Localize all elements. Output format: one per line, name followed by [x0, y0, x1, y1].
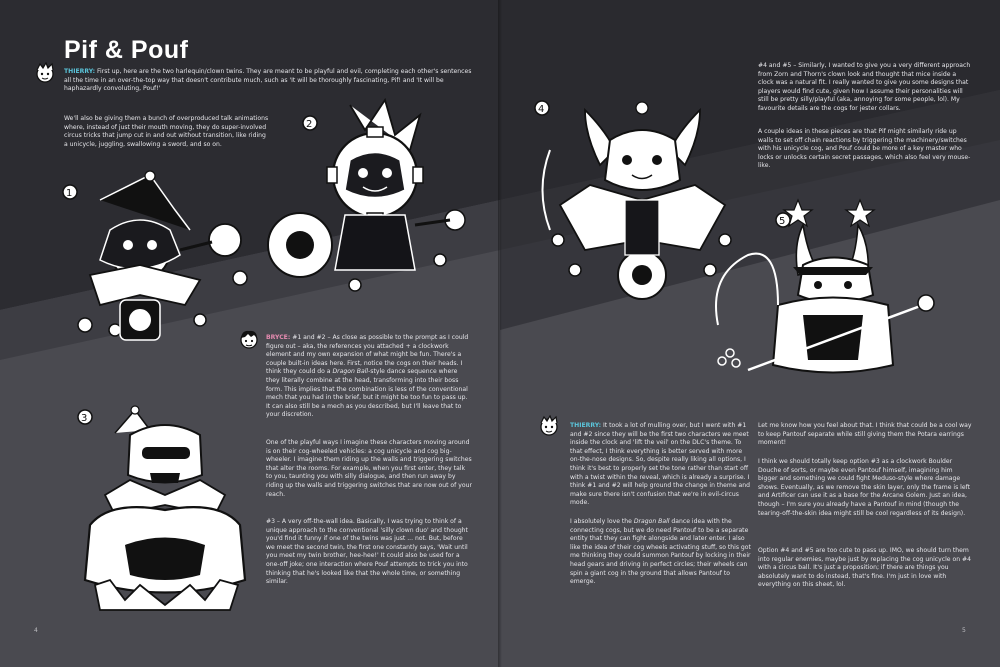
bryce-paragraph-3: #3 – A very off-the-wall idea. Basically, I was trying to think of a unique approach to the conventional 'silly clown duo' and thought you'd find it funny if one of the twins was just ... not. But, before we meet the second twin, the first one constantly says, 'Wait until you meet my twin brother, hee-hee!' It could also be used for a one-off joke; one interaction where Pouf attempts to trick you into thinking that he's looked like that the whole time, or something similar.: [266, 518, 468, 586]
intro-paragraph-2: We'll also be giving them a bunch of overproduced talk animations where, instead of just their mouth moving, they do super-involved circus tricks that jump cut in and out without transition, like riding a unicycle, juggling, swallowing a sword, and so on.: [64, 115, 269, 148]
jester-illustration-1: [40, 170, 255, 355]
figure-label-4: 4: [538, 104, 545, 115]
figure-label-1: 1: [66, 188, 73, 199]
page-number-right: 5: [962, 627, 966, 634]
thierry-avatar-icon: [34, 62, 56, 84]
bryce-avatar-icon: [238, 328, 260, 350]
thierry-avatar-icon-2: [538, 415, 560, 437]
intro-text: First up, here are the two harlequin/clown twins. They are meant to be playful and evil, completing each other's sentences all the time in an over-the-top way that doesn't contribute much, such as 'It will be thoroughly fascinating, Pif! and 'It will be haphazardly convoluting, Pouf!': [64, 68, 472, 93]
speaker-thierry: THIERRY:: [64, 68, 96, 75]
bryce-paragraph-2: One of the playful ways I imagine these characters moving around is on their cog-wheeled vehicles: a cog unicycle and cog big-wheeler. I imagine them riding up the walls and triggering switches that alter the rooms. For example, when you first enter, they talk to you, taunting you with silly dialogue, and then run away by riding up the walls and triggering switches that are now out of your reach.: [266, 439, 472, 498]
right-paragraph-4: I think we should totally keep option #3 as a clockwork Boulder Douche of sorts, or maybe even Pantouf himself, imagining him bigger and something we could fight Meduso-style where damage shows. Eventually, as we remove the skin layer, only the frame is left and Artificer can use it as a base for the Arcane Golem. Just an idea, though – I'm sure you already have a Pantouf in mind (though the tearing-off-the-skin idea might still be cool regardless of its design).: [758, 458, 971, 517]
bryce-paragraph-1: BRYCE: #1 and #2 – As close as possible to the prompt as I could figure out – aka, the references you attached + a clockwork element and my own expansion of what might be fun. There's a couple built-in ideas here. First, notice the cogs on their heads. I think they could do a Dragon Ball-style dance sequence where they literally combine at the head, transforming into their boss form. This implies that the combination is less of the conventional mech that you had in the brief, but it might be too fun to pass up. It can also still be a mech as you described, but I'll leave that to your discretion.: [266, 334, 469, 419]
page-title: Pif & Pouf: [64, 36, 189, 64]
mouse-jester-illustration-5: [708, 195, 938, 405]
figure-label-3: 3: [81, 413, 88, 424]
speaker-bryce: BRYCE:: [266, 334, 291, 341]
right-paragraph-5: Option #4 and #5 are too cute to pass up. IMO, we should turn them into regular enemies, maybe just by replacing the cog unicycle on #4 with a circus ball. It's just a proposition; if there are things you absolutely want to do instead, that's fine. I'm just in love with everything on this sheet, lol.: [758, 547, 971, 589]
right-paragraph-2: A couple ideas in these pieces are that Pif might similarly ride up walls to set off chain reactions by triggering the machinery/switches with his unicycle cog, and Pouf could be more of a key master who locks or unlocks certain secret passages, which also feel very mouse-like.: [758, 128, 971, 170]
right-paragraph-3: Let me know how you feel about that. I think that could be a cool way to keep Pantouf separate while still giving them the Potara earrings moment!: [758, 422, 972, 447]
jester-illustration-3: [70, 405, 260, 620]
figure-label-5: 5: [779, 216, 786, 227]
figure-label-2: 2: [306, 119, 313, 130]
right-paragraph-1: #4 and #5 – Similarly, I wanted to give you a very different approach from Zorn and Thorn's clown look and thought that mice inside a clock was a natural fit. I really wanted to give you some designs that players would find cute, given how I assume their personalities will still be pretty silly/playful (aka, annoying for some people, lol). My favourite details are the cogs for jester collars.: [758, 62, 971, 112]
right-page: [500, 0, 1000, 667]
thierry-paragraph-1: THIERRY: It took a lot of mulling over, but I went with #1 and #2 since they will be the first two characters we meet inside the clock and 'lift the veil' on the DLC's theme. To that effect, I think everything is better served with more on-the-nose designs. So, despite really liking all options, I think it's best to properly set the tone rather than start off with a twist within the reveal, which is already a surprise. I think #1 and #2 will help ground the change in theme and make sure there isn't confusion that we're in evil-circus mode.: [570, 422, 751, 507]
thierry-paragraph-2: I absolutely love the Dragon Ball dance idea with the connecting cogs, but we do need Pantouf to be a separate entity that they can fight alongside and later enter. I also like the idea of their cog wheels activating stuff, so this got me thinking they could summon Pantouf by locking in their head gears and driving in perfect circles; their wheels can spin a giant cog in the ground that allows Pantouf to emerge.: [570, 518, 751, 586]
jester-illustration-2: [255, 95, 475, 295]
intro-paragraph: [64, 68, 474, 94]
page-number-left: 4: [34, 627, 38, 634]
speaker-thierry-2: THIERRY:: [570, 422, 602, 429]
